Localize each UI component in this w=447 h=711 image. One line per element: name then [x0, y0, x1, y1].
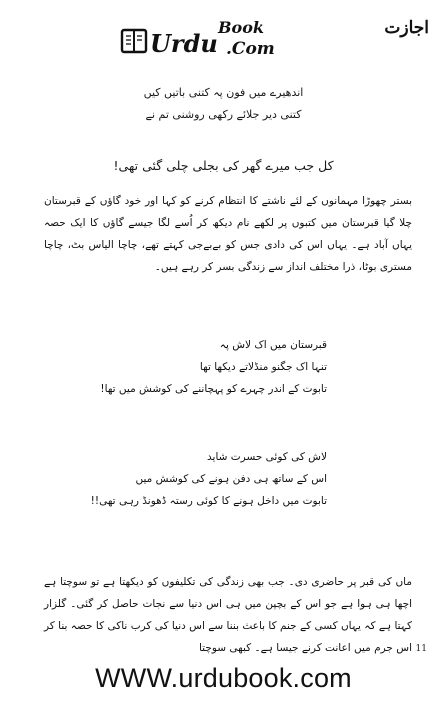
verse-block-1: [87, 334, 327, 400]
paragraph-2: ماں کی قبر پر حاضری دی۔ جب بھی زندگی کی تکلیفوں کو دیکھتا ہے تو سوچتا ہے اچھا ہی ہوا ہے جو اس کے بچپن میں ہی اس دنیا سے نجات حاصل کر گئی۔ گلزار کہتا ہے کہ یہاں کسی کے جنم کا باعث بننا سے اس دنیا کی کرب ناکی کا حصہ بنا کر اس جرم میں اعانت کرنے جیسا ہے۔ کبھی سوچتا: [44, 576, 412, 654]
logo-super-text: Book: [218, 18, 264, 37]
verse-line: تابوت میں داخل ہونے کا کوئی رستہ ڈھونڈ رہی تھی!!: [90, 495, 327, 507]
verse-line: تنہا اک جگنو منڈلاتے دیکھا تھا: [199, 361, 327, 373]
verse-line: لاش کی کوئی حسرت شاید: [207, 451, 327, 463]
verse-line: اس کے ساتھ ہی دفن ہونے کی کوشش میں: [135, 473, 327, 485]
book-icon: [122, 30, 146, 52]
section-heading: [0, 158, 447, 173]
logo-sub-text: .Com: [226, 39, 275, 59]
footer-website-url[interactable]: WWW.urdubook.com: [95, 663, 352, 693]
opening-couplet: [0, 82, 447, 126]
couplet-line: کتنی دیر جلائے رکھی روشنی تم نے: [145, 108, 302, 121]
site-logo-graphic: [120, 18, 292, 62]
book-title: اجازت: [384, 18, 429, 38]
paragraph-1: بستر چھوڑا مہمانوں کے لئے ناشتے کا انتظام کرنے کو کہا اور خود گاؤں کے قبرستان چلا گیا قبرستان میں کتبوں پر لکھے نام دیکھ کر اُسے لگا جیسے گاؤں کا ایک حصہ یہاں آباد ہے۔ یہاں اس کی دادی جس کو بےبےجی کہتے تھے، چاچا الیاس بٹ، چاچا مستری بوٹا، ذرا مختلف انداز سے زندگی بسر کر رہے ہیں۔: [44, 195, 412, 273]
couplet-line: اندھیرے میں فون پہ کتنی باتیں کیں: [143, 86, 304, 99]
verse-block-2: [87, 446, 327, 512]
verse-line: قبرستان میں اک لاش پہ: [219, 339, 327, 351]
logo-main-text: Urdu: [150, 29, 218, 58]
heading-line: کل جب میرے گھر کی بجلی چلی گئی تھی!: [113, 158, 334, 173]
page-number: 11: [415, 644, 427, 654]
site-logo: [120, 18, 292, 62]
verse-line: تابوت کے اندر چہرے کو پہچاننے کی کوشش میں تھا!: [100, 383, 327, 395]
